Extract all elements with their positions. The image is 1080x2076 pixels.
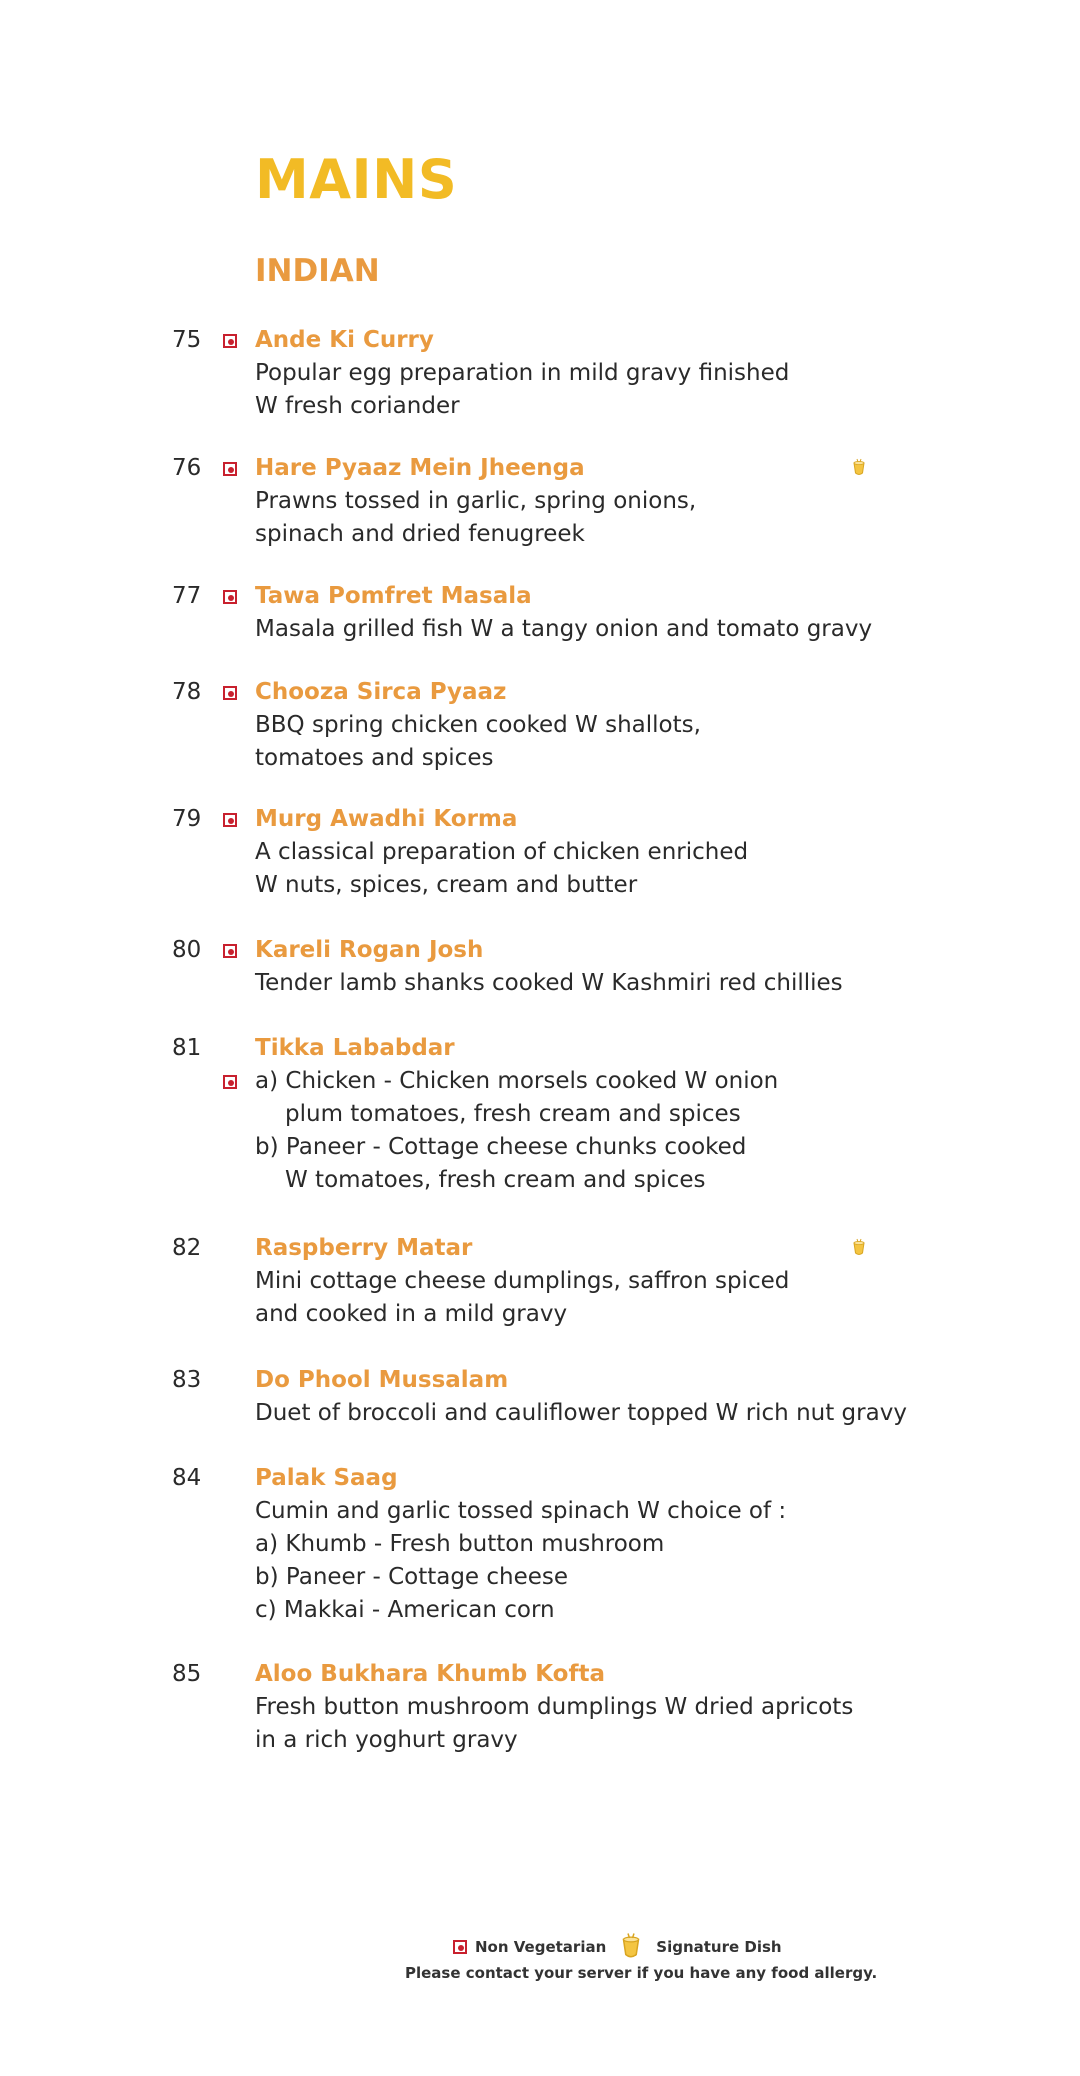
description-line: Tender lamb shanks cooked W Kashmiri red chillies bbox=[255, 970, 843, 996]
description-line: a) Khumb - Fresh button mushroom bbox=[255, 1531, 665, 1557]
item-number: 77 bbox=[172, 583, 202, 609]
nonveg-icon bbox=[223, 334, 237, 348]
item-number: 75 bbox=[172, 327, 202, 353]
legend-signature-label: Signature Dish bbox=[656, 1938, 782, 1956]
dish-name: Ande Ki Curry bbox=[255, 327, 434, 353]
item-number: 80 bbox=[172, 937, 202, 963]
legend bbox=[453, 1932, 782, 1962]
item-number: 83 bbox=[172, 1367, 202, 1393]
dish-description bbox=[255, 1495, 786, 1627]
nonveg-icon bbox=[453, 1940, 467, 1954]
dish-description bbox=[255, 967, 843, 1000]
description-line: Masala grilled fish W a tangy onion and tomato gravy bbox=[255, 616, 873, 642]
dish-name: Palak Saag bbox=[255, 1465, 398, 1491]
item-number: 84 bbox=[172, 1465, 202, 1491]
description-line: c) Makkai - American corn bbox=[255, 1597, 555, 1623]
dish-name: Chooza Sirca Pyaaz bbox=[255, 679, 507, 705]
dish-name: Kareli Rogan Josh bbox=[255, 937, 484, 963]
description-line: Popular egg preparation in mild gravy finished bbox=[255, 360, 790, 386]
description-line: a) Chicken - Chicken morsels cooked W onion bbox=[255, 1068, 779, 1094]
item-number: 79 bbox=[172, 806, 202, 832]
description-line: Mini cottage cheese dumplings, saffron spiced bbox=[255, 1268, 790, 1294]
dish-name: Tikka Lababdar bbox=[255, 1035, 455, 1061]
page-title: MAINS bbox=[255, 148, 458, 211]
description-line: W tomatoes, fresh cream and spices bbox=[285, 1167, 706, 1193]
description-line: plum tomatoes, fresh cream and spices bbox=[285, 1101, 741, 1127]
dish-description bbox=[255, 709, 701, 775]
dish-description bbox=[255, 485, 696, 551]
description-line: Cumin and garlic tossed spinach W choice of : bbox=[255, 1498, 787, 1524]
description-line: Duet of broccoli and cauliflower topped W rich nut gravy bbox=[255, 1400, 907, 1426]
dish-name: Aloo Bukhara Khumb Kofta bbox=[255, 1661, 606, 1687]
dish-name: Murg Awadhi Korma bbox=[255, 806, 518, 832]
description-line: b) Paneer - Cottage cheese chunks cooked bbox=[255, 1134, 747, 1160]
allergy-note: Please contact your server if you have any food allergy. bbox=[405, 1964, 878, 1982]
item-number: 78 bbox=[172, 679, 202, 705]
description-line: W fresh coriander bbox=[255, 393, 460, 419]
description-line: and cooked in a mild gravy bbox=[255, 1301, 568, 1327]
description-line: tomatoes and spices bbox=[255, 745, 494, 771]
dish-name: Hare Pyaaz Mein Jheenga bbox=[255, 455, 585, 481]
description-line: in a rich yoghurt gravy bbox=[255, 1727, 518, 1753]
dish-name: Tawa Pomfret Masala bbox=[255, 583, 532, 609]
dish-description bbox=[255, 357, 789, 423]
signature-dish-icon bbox=[620, 1932, 642, 1962]
item-number: 82 bbox=[172, 1235, 202, 1261]
dish-name: Do Phool Mussalam bbox=[255, 1367, 509, 1393]
description-line: Prawns tossed in garlic, spring onions, bbox=[255, 488, 697, 514]
dish-name: Raspberry Matar bbox=[255, 1235, 473, 1261]
signature-dish-icon bbox=[852, 458, 866, 478]
nonveg-icon bbox=[223, 462, 237, 476]
description-line: BBQ spring chicken cooked W shallots, bbox=[255, 712, 701, 738]
dish-description bbox=[255, 1065, 778, 1197]
item-number: 81 bbox=[172, 1035, 202, 1061]
legend-nonveg-label: Non Vegetarian bbox=[475, 1938, 607, 1956]
dish-description bbox=[255, 613, 872, 646]
nonveg-icon bbox=[223, 944, 237, 958]
description-line: spinach and dried fenugreek bbox=[255, 521, 585, 547]
item-number: 76 bbox=[172, 455, 202, 481]
dish-description bbox=[255, 1265, 789, 1331]
description-line: b) Paneer - Cottage cheese bbox=[255, 1564, 569, 1590]
description-line: Fresh button mushroom dumplings W dried apricots bbox=[255, 1694, 854, 1720]
nonveg-icon bbox=[223, 590, 237, 604]
item-number: 85 bbox=[172, 1661, 202, 1687]
nonveg-icon bbox=[223, 1075, 237, 1089]
description-line: A classical preparation of chicken enriched bbox=[255, 839, 749, 865]
dish-description bbox=[255, 836, 748, 902]
dish-description bbox=[255, 1397, 907, 1430]
dish-description bbox=[255, 1691, 853, 1757]
section-title: INDIAN bbox=[255, 253, 380, 289]
description-line: W nuts, spices, cream and butter bbox=[255, 872, 638, 898]
nonveg-icon bbox=[223, 813, 237, 827]
nonveg-icon bbox=[223, 686, 237, 700]
signature-dish-icon bbox=[852, 1238, 866, 1258]
